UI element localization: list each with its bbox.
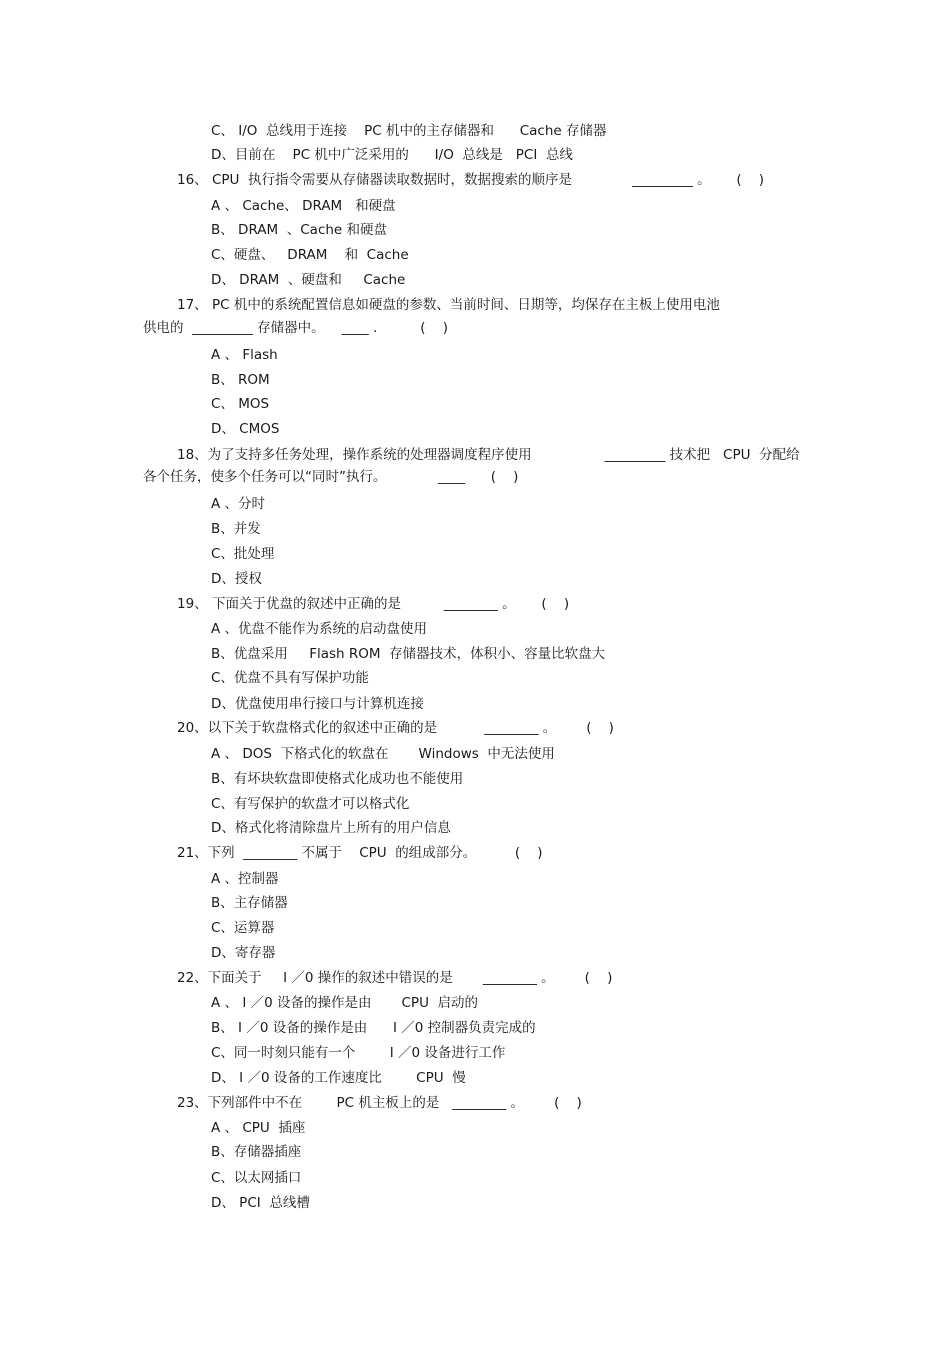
q23-option-a: A 、 CPU 插座 [211, 1120, 306, 1136]
q19-option-a: A 、优盘不能作为系统的启动盘使用 [211, 621, 428, 637]
q16-option-c: C、硬盘、 DRAM 和 Cache [211, 247, 409, 263]
q18-option-d: D、授权 [211, 571, 262, 587]
q22-option-a: A 、 I ／0 设备的操作是由 CPU 启动的 [211, 995, 479, 1011]
q20-option-b: B、有坏块软盘即使格式化成功也不能使用 [211, 771, 464, 787]
q23-option-b: B、存储器插座 [211, 1144, 302, 1160]
q22-option-b: B、 I ／0 设备的操作是由 I ／0 控制器负责完成的 [211, 1020, 536, 1036]
q19-stem: 19、 下面关于优盘的叙述中正确的是 ________ 。 ( ) [177, 596, 570, 612]
q17-option-c: C、 MOS [211, 396, 270, 412]
q20-option-d: D、格式化将清除盘片上所有的用户信息 [211, 820, 451, 836]
q17-stem-line1: 17、 PC 机中的系统配置信息如硬盘的参数、当前时间、日期等，均保存在主板上使用电池 [177, 297, 720, 313]
q17-stem-line2: 供电的 _________ 存储器中。 ____ . ( ) [143, 320, 448, 336]
q16-stem: 16、 CPU 执行指令需要从存储器读取数据时，数据搜索的顺序是 _________ 。 ( ) [177, 172, 765, 188]
q20-option-a: A 、 DOS 下格式化的软盘在 Windows 中无法使用 [211, 746, 555, 762]
q16-option-a: A 、 Cache、 DRAM 和硬盘 [211, 198, 396, 214]
q23-option-c: C、以太网插口 [211, 1170, 302, 1186]
q21-option-d: D、寄存器 [211, 945, 276, 961]
q22-stem: 22、下面关于 I ／0 操作的叙述中错误的是 ________ 。 ( ) [177, 970, 613, 986]
q16-option-d: D、 DRAM 、硬盘和 Cache [211, 272, 406, 288]
q18-stem-line1: 18、为了支持多任务处理，操作系统的处理器调度程序使用 _________ 技术把 CPU 分配给 [177, 447, 800, 463]
q22-option-d: D、 I ／0 设备的工作速度比 CPU 慢 [211, 1070, 466, 1086]
q17-option-d: D、 CMOS [211, 421, 280, 437]
q21-option-a: A 、控制器 [211, 871, 279, 887]
q17-option-b: B、 ROM [211, 372, 270, 388]
q23-stem: 23、下列部件中不在 PC 机主板上的是 ________ 。 ( ) [177, 1095, 582, 1111]
q18-option-b: B、并发 [211, 521, 261, 537]
q16-option-b: B、 DRAM 、Cache 和硬盘 [211, 222, 388, 238]
q21-stem: 21、下列 ________ 不属于 CPU 的组成部分。 ( ) [177, 845, 543, 861]
q15-option-d: D、目前在 PC 机中广泛采用的 I/O 总线是 PCI 总线 [211, 147, 573, 163]
q20-option-c: C、有写保护的软盘才可以格式化 [211, 796, 410, 812]
q19-option-b: B、优盘采用 Flash ROM 存储器技术，体积小、容量比软盘大 [211, 646, 606, 662]
q21-option-c: C、运算器 [211, 920, 275, 936]
q22-option-c: C、同一时刻只能有一个 I ／0 设备进行工作 [211, 1045, 506, 1061]
q19-option-d: D、优盘使用串行接口与计算机连接 [211, 696, 424, 712]
q21-option-b: B、主存储器 [211, 895, 288, 911]
q18-stem-line2: 各个任务，使多个任务可以“同时”执行。 ____ ( ) [143, 469, 519, 485]
q15-option-c: C、 I/O 总线用于连接 PC 机中的主存储器和 Cache 存储器 [211, 123, 607, 139]
q23-option-d: D、 PCI 总线槽 [211, 1195, 310, 1211]
q18-option-a: A 、分时 [211, 496, 266, 512]
q20-stem: 20、以下关于软盘格式化的叙述中正确的是 ________ 。 ( ) [177, 720, 614, 736]
q17-option-a: A 、 Flash [211, 347, 278, 363]
q19-option-c: C、优盘不具有写保护功能 [211, 670, 369, 686]
q18-option-c: C、批处理 [211, 546, 275, 562]
